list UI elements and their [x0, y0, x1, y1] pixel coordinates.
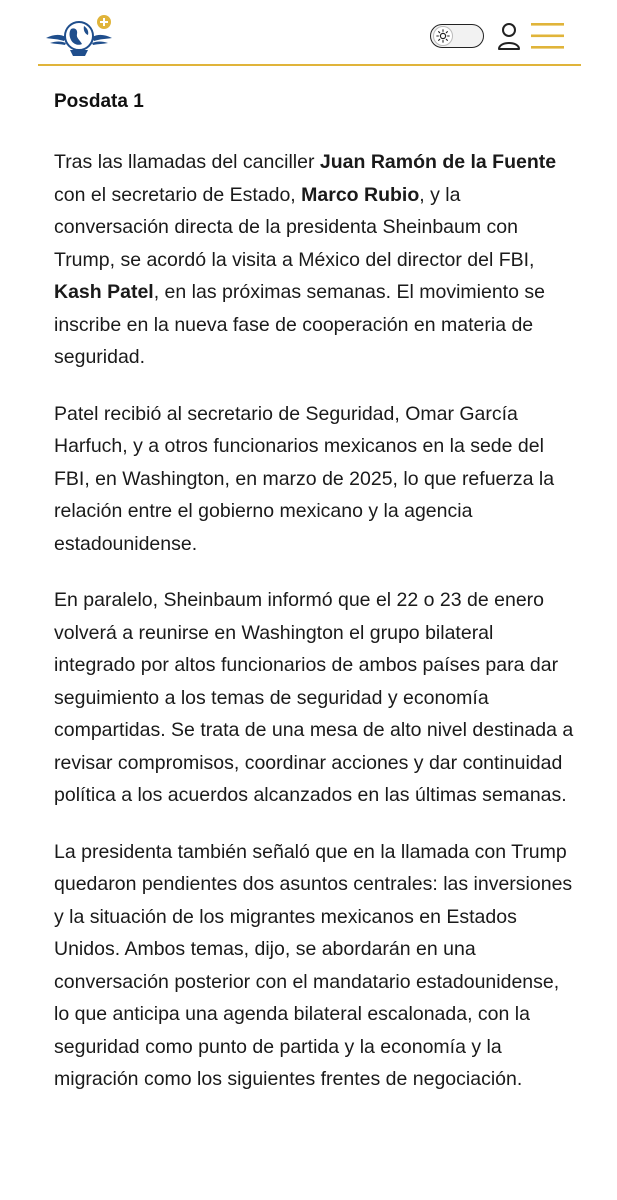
- paragraph-4: La presidenta también señaló que en la llamada con Trump quedaron pendientes dos asuntos centrales: las inversiones y la situación de los migrantes mexicanos en Estados Unidos. Ambos temas, dijo, se abordarán en una conversación posterior con el mandatario estadounidense, lo que anticipa una agenda bilateral escalonada, con la seguridad como punto de partida y la economía y la migración como los siguientes frentes de negociación.: [54, 840, 573, 1090]
- name-juan-ramon: Juan Ramón de la Fuente: [319, 151, 557, 173]
- paragraph-1: Tras las llamadas del canciller Juan Ramón de la Fuente con el secretario de Estado, Marco Rubio, y la conversación directa de la presidenta Sheinbaum con Trump, se acordó la visita a México del director del FBI, Kash Patel, en las próximas semanas. El movimiento se inscribe en la nueva fase de cooperación en materia de seguridad.: [54, 151, 557, 368]
- paragraph-3: En paralelo, Sheinbaum informó que el 22 o 23 de enero volverá a reunirse en Washington el grupo bilateral integrado por altos funcionarios de ambos países para dar seguimiento a los temas de seguridad y economía compartidas. Se trata de una mesa de alto nivel destinada a revisar compromisos, coordinar acciones y dar continuidad política a los acuerdos alcanzados en las últimas semanas.: [54, 589, 574, 806]
- user-icon[interactable]: [497, 21, 521, 51]
- paragraph-2: Patel recibió al secretario de Seguridad, Omar García Harfuch, y a otros funcionarios mexicanos en la sede del FBI, en Washington, en marzo de 2025, lo que refuerza la relación entre el gobierno mexicano y la agencia estadounidense.: [54, 402, 555, 555]
- name-kash-patel: Kash Patel: [54, 281, 154, 303]
- section-title: Posdata 1: [54, 91, 144, 112]
- name-marco-rubio: Marco Rubio: [301, 183, 420, 206]
- article-body: [54, 88, 574, 1120]
- sun-icon: [433, 26, 453, 46]
- header-divider: [38, 64, 581, 66]
- theme-toggle[interactable]: [430, 24, 484, 48]
- logo-icon[interactable]: [44, 14, 114, 58]
- hamburger-menu-icon[interactable]: [531, 22, 564, 50]
- site-header: [0, 0, 617, 66]
